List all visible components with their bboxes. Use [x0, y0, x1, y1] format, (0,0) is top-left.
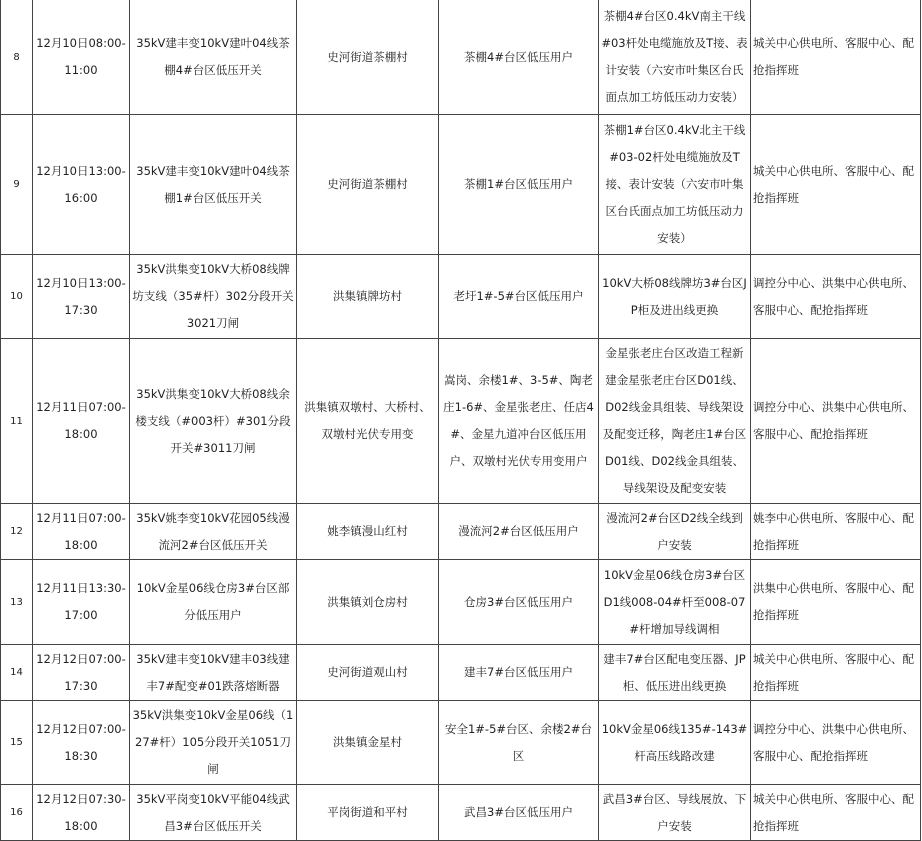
- responsible-units: 调控分中心、洪集中心供电所、客服中心、配抢指挥班: [751, 255, 921, 339]
- outage-time: 12月12日07:00-18:30: [33, 701, 130, 785]
- table-row: [1, 0, 921, 115]
- table-row: [1, 701, 921, 785]
- row-number: 16: [1, 785, 33, 841]
- responsible-units: 调控分中心、洪集中心供电所、客服中心、配抢指挥班: [751, 339, 921, 504]
- outage-equipment: 35kV平岗变10kV平能04线武昌3#台区低压开关: [130, 785, 297, 841]
- row-number: 9: [1, 115, 33, 255]
- table-row: [1, 115, 921, 255]
- table-body: [1, 0, 921, 841]
- work-content: 10kV大桥08线牌坊3#台区JP柜及进出线更换: [599, 255, 751, 339]
- row-number: 12: [1, 504, 33, 560]
- work-content: 茶棚4#台区0.4kV南主干线#03杆处电缆施放及T接、表计安装（六安市叶集区台氏面点加工坊低压动力安装）: [599, 0, 751, 115]
- responsible-units: 城关中心供电所、客服中心、配抢指挥班: [751, 0, 921, 115]
- outage-time: 12月11日07:00-18:00: [33, 504, 130, 560]
- outage-time: 12月10日13:00-17:30: [33, 255, 130, 339]
- row-number: 8: [1, 0, 33, 115]
- outage-time: 12月11日13:30-17:00: [33, 560, 130, 645]
- outage-area: 史河街道茶棚村: [297, 0, 439, 115]
- outage-area: 姚李镇漫山红村: [297, 504, 439, 560]
- outage-area: 平岗街道和平村: [297, 785, 439, 841]
- outage-equipment: 35kV建丰变10kV建丰03线建丰7#配变#01跌落熔断器: [130, 645, 297, 701]
- work-content: 茶棚1#台区0.4kV北主干线#03-02杆处电缆施放及T接、表计安装（六安市叶集区台氏面点加工坊低压动力安装）: [599, 115, 751, 255]
- responsible-units: 城关中心供电所、客服中心、配抢指挥班: [751, 645, 921, 701]
- outage-equipment: 35kV洪集变10kV金星06线（127#杆）105分段开关1051刀闸: [130, 701, 297, 785]
- table-row: [1, 785, 921, 841]
- work-content: 漫流河2#台区D2线全线到户安装: [599, 504, 751, 560]
- responsible-units: 姚李中心供电所、客服中心、配抢指挥班: [751, 504, 921, 560]
- outage-equipment: 10kV金星06线仓房3#台区部分低压用户: [130, 560, 297, 645]
- row-number: 13: [1, 560, 33, 645]
- table-row: [1, 560, 921, 645]
- outage-area: 洪集镇牌坊村: [297, 255, 439, 339]
- work-content: 金星张老庄台区改造工程新建金星张老庄台区D01线、D02线金具组装、导线架设及配变迁移，陶老庄1#台区D01线、D02线金具组装、导线架设及配变安装: [599, 339, 751, 504]
- row-number: 15: [1, 701, 33, 785]
- affected-users: 仓房3#台区低压用户: [439, 560, 599, 645]
- outage-area: 史河街道茶棚村: [297, 115, 439, 255]
- outage-equipment: 35kV洪集变10kV大桥08线余楼支线（#003杆）#301分段开关#3011刀闸: [130, 339, 297, 504]
- outage-time: 12月10日08:00-11:00: [33, 0, 130, 115]
- affected-users: 茶棚1#台区低压用户: [439, 115, 599, 255]
- row-number: 11: [1, 339, 33, 504]
- work-content: 建丰7#台区配电变压器、JP柜、低压进出线更换: [599, 645, 751, 701]
- affected-users: 老圩1#-5#台区低压用户: [439, 255, 599, 339]
- affected-users: 安全1#-5#台区、余楼2#台区: [439, 701, 599, 785]
- outage-area: 史河街道观山村: [297, 645, 439, 701]
- affected-users: 建丰7#台区低压用户: [439, 645, 599, 701]
- outage-time: 12月12日07:30-18:00: [33, 785, 130, 841]
- table-row: [1, 339, 921, 504]
- table-row: [1, 255, 921, 339]
- outage-equipment: 35kV建丰变10kV建叶04线茶棚4#台区低压开关: [130, 0, 297, 115]
- outage-time: 12月12日07:00-17:30: [33, 645, 130, 701]
- responsible-units: 城关中心供电所、客服中心、配抢指挥班: [751, 785, 921, 841]
- outage-time: 12月10日13:00-16:00: [33, 115, 130, 255]
- affected-users: 漫流河2#台区低压用户: [439, 504, 599, 560]
- responsible-units: 城关中心供电所、客服中心、配抢指挥班: [751, 115, 921, 255]
- outage-time: 12月11日07:00-18:00: [33, 339, 130, 504]
- affected-users: 嵩岗、余楼1#、3-5#、陶老庄1-6#、金星张老庄、任店4#、金星九道冲台区低压用户、双墩村光伏专用变用户: [439, 339, 599, 504]
- work-content: 武昌3#台区、导线展放、下户安装: [599, 785, 751, 841]
- outage-area: 洪集镇双墩村、大桥村、双墩村光伏专用变: [297, 339, 439, 504]
- row-number: 10: [1, 255, 33, 339]
- affected-users: 茶棚4#台区低压用户: [439, 0, 599, 115]
- outage-equipment: 35kV建丰变10kV建叶04线茶棚1#台区低压开关: [130, 115, 297, 255]
- outage-equipment: 35kV姚李变10kV花园05线漫流河2#台区低压开关: [130, 504, 297, 560]
- work-content: 10kV金星06线135#-143#杆高压线路改建: [599, 701, 751, 785]
- outage-area: 洪集镇刘仓房村: [297, 560, 439, 645]
- outage-area: 洪集镇金星村: [297, 701, 439, 785]
- outage-equipment: 35kV洪集变10kV大桥08线牌坊支线（35#杆）302分段开关3021刀闸: [130, 255, 297, 339]
- responsible-units: 洪集中心供电所、客服中心、配抢指挥班: [751, 560, 921, 645]
- responsible-units: 调控分中心、洪集中心供电所、客服中心、配抢指挥班: [751, 701, 921, 785]
- affected-users: 武昌3#台区低压用户: [439, 785, 599, 841]
- work-content: 10kV金星06线仓房3#台区D1线008-04#杆至008-07#杆增加导线调相: [599, 560, 751, 645]
- row-number: 14: [1, 645, 33, 701]
- table-row: [1, 504, 921, 560]
- table-row: [1, 645, 921, 701]
